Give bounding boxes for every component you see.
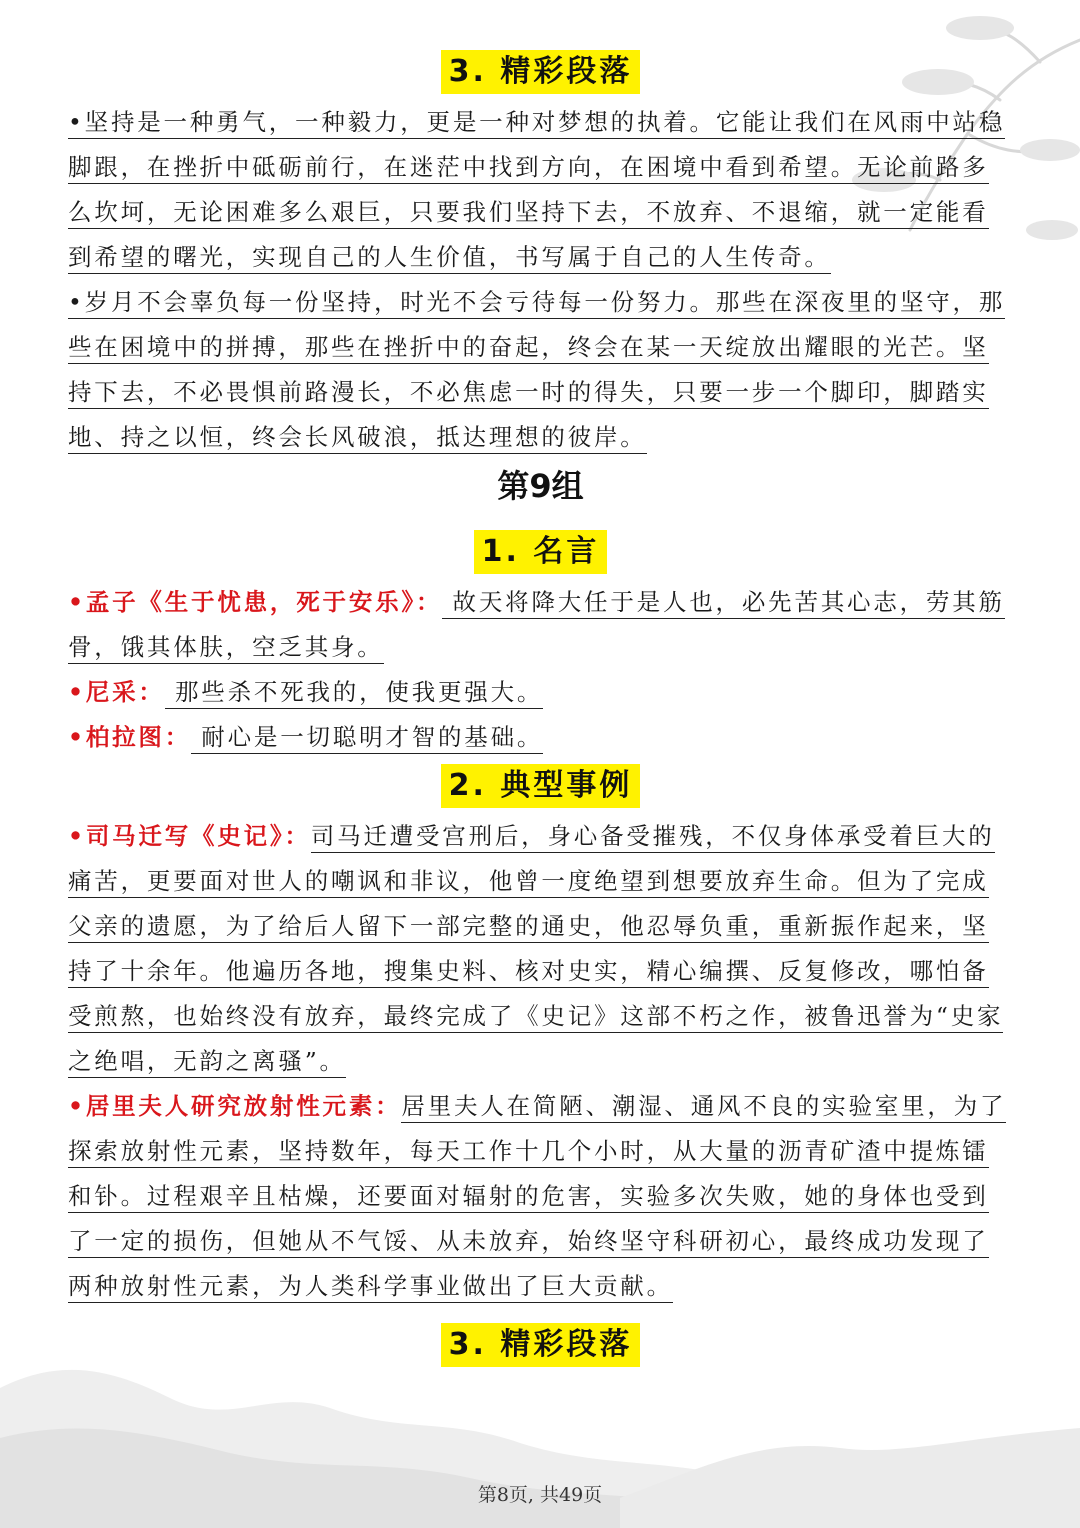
quote-source-label: •柏拉图：: [68, 723, 192, 751]
example-text: 居里夫人在简陋、潮湿、通风不良的实验室里，为了探索放射性元素，坚持数年，每天工作十几个小时，从大量的沥青矿渣中提炼镭和钋。过程艰辛且枯燥，还要面对辐射的危害，实验多次失败，她的身体也受到了一定的损伤，但她从不气馁、从未放弃，始终坚守科研初心，最终成功发现了两种放射性元素，为人类科学事业做出了巨大贡献。: [68, 1092, 1006, 1303]
content-column: [68, 50, 1013, 1373]
heading-highlight: 3. 精彩段落: [441, 1323, 641, 1367]
section-heading-paragraphs-top: [68, 50, 1013, 100]
quote-text: 故天将降大任于是人也，必先苦其心志，劳其筋骨，饿其体肤，空乏其身。: [68, 588, 1005, 664]
example-text: 司马迁遭受宫刑后，身心备受摧残，不仅身体承受着巨大的痛苦，更要面对世人的嘲讽和非议，他曾一度绝望到想要放弃生命。但为了完成父亲的遗愿，为了给后人留下一部完整的通史，他忍辱负重，重新振作起来，坚持了十余年。他遍历各地，搜集史料、核对史实，精心编撰、反复修改，哪怕备受煎熬，也始终没有放弃，最终完成了《史记》这部不朽之作，被鲁迅誉为“史家之绝唱，无韵之离骚”。: [68, 822, 1003, 1078]
quote-item: [68, 580, 1013, 670]
paragraph-block: [68, 280, 1013, 460]
example-item: [68, 814, 1013, 1084]
heading-highlight: 1. 名言: [474, 530, 608, 574]
quote-source-label: •尼采：: [68, 678, 165, 706]
quote-text: 耐心是一切聪明才智的基础。: [191, 723, 543, 754]
example-title-label: •居里夫人研究放射性元素：: [68, 1092, 402, 1120]
quote-text: 那些杀不死我的，使我更强大。: [165, 678, 543, 709]
example-item: [68, 1084, 1013, 1309]
heading-highlight: 3. 精彩段落: [441, 50, 641, 94]
quote-item: [68, 670, 1013, 715]
page-number-footer: 第8页, 共49页: [477, 1484, 603, 1506]
section-heading-paragraphs-bottom: [68, 1323, 1013, 1373]
group-title: 第9组: [497, 467, 584, 505]
heading-highlight: 2. 典型事例: [441, 764, 641, 808]
example-title-label: •司马迁写《史记》：: [68, 822, 311, 850]
paragraph-text: •岁月不会辜负每一份坚持，时光不会亏待每一份努力。那些在深夜里的坚守，那些在困境中的拼搏，那些在挫折中的奋起，终会在某一天绽放出耀眼的光芒。坚持下去，不必畏惧前路漫长，不必焦虑一时的得失，只要一步一个脚印，脚踏实地、持之以恒，终会长风破浪，抵达理想的彼岸。: [68, 288, 1005, 454]
paragraph-block: [68, 100, 1013, 280]
section-heading-examples: [68, 764, 1013, 814]
quote-item: [68, 715, 1013, 760]
paragraph-text: •坚持是一种勇气，一种毅力，更是一种对梦想的执着。它能让我们在风雨中站稳脚跟，在挫折中砥砺前行，在迷茫中找到方向，在困境中看到希望。无论前路多么坎坷，无论困难多么艰巨，只要我们坚持下去，不放弃、不退缩，就一定能看到希望的曙光，实现自己的人生价值，书写属于自己的人生传奇。: [68, 108, 1005, 274]
section-heading-quotes: [68, 530, 1013, 580]
quote-source-label: •孟子《生于忧患，死于安乐》：: [68, 588, 443, 616]
